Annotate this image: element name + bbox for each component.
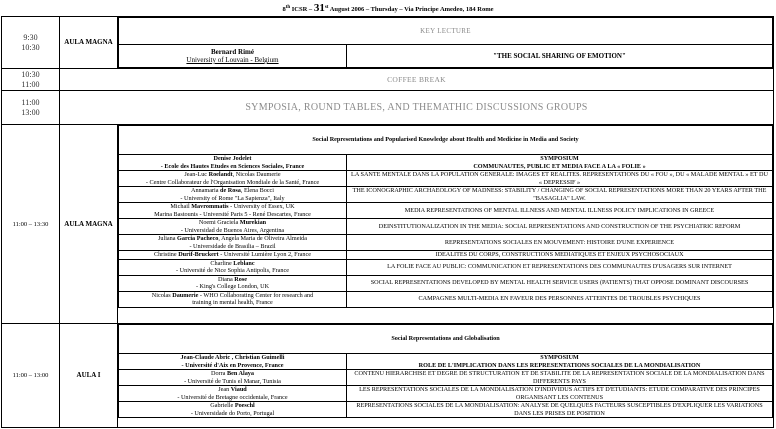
table-row [119,370,773,386]
presenter-cell: Jean Viaud - Université de Bretagne occidentale, France [119,386,347,402]
session-1-row [2,125,774,324]
presenter-cell: Nicolas Daumerie - WHO Collaborating Center for research and training in mental health, France [119,291,347,307]
symposium-cell: SYMPOSIUM ROLE DE L'IMPLICATION DANS LES REPRESENTATIONS SOCIALES DE LA MONDIALISATION [347,354,773,370]
symposium-cell: SYMPOSIUM COMMUNAUTES, PUBLIC ET MEDIA FACE A LA « FOLIE » [347,155,773,171]
table-row [119,187,773,203]
table-row [119,235,773,251]
table-row [119,171,773,187]
table-row [119,386,773,402]
time-cell: 11:00 13:00 [2,91,60,125]
presenter-cell: Jean-Luc Roelandt, Nicolas Daumerie - Centre Collaborateur de l'Organisation Mondiale de la Santé, France [119,171,347,187]
talk-title-cell: LA SANTE MENTALE DANS LA POPULATION GENERALE: IMAGES ET REALITES. REPRESENTATIONS DU « FOU », DU « MALADE MENTAL » ET DU « DEPRESSIF » [347,171,773,187]
chair-cell: Denise Jodelet - Ecole des Hautes Etudes en Sciences Sociales, France [119,155,347,171]
talk-title-cell: SOCIAL REPRESENTATIONS DEVELOPED BY MENTAL HEALTH SERVICE USERS (PATIENTS) THAT OPPOSE DOMINANT DISCOURSES [347,275,773,291]
table-row [119,291,773,307]
presenter-cell: Gabrielle Poeschl - Universidade do Porto, Portugal [119,402,347,418]
presenter-cell: Juliana Garcia Pacheco, Angela Maria de Oliveira Almeida - Universidade de Brasilia – Brazil [119,235,347,251]
talk-title-cell: MEDIA REPRESENTATIONS OF MENTAL ILLNESS AND MENTAL ILLNESS POLICY IMPLICATIONS IN GREECE [347,203,773,219]
room-cell: AULA MAGNA [60,125,118,324]
table-row [119,259,773,275]
session-title: Social Representations and Popularised Knowledge about Health and Medicine in Media and Society [119,126,773,155]
table-row [119,219,773,235]
talk-title-cell: THE ICONOGRAPHIC ARCHAEOLOGY OF MADNESS: STABILITY / CHANGING OF SOCIAL REPRESENTATIONS MORE THAN 20 YEARS AFTER THE "BASAGLIA" LAW. [347,187,773,203]
time-cell: 10:30 11:00 [2,69,60,91]
talk-title-cell: CONTENU HIERARCHISE ET DEGRE DE STRUCTURATION ET DE STABILITE DE LA REPRESENTATION SOCIALE DE LA MONDIALISATION DANS DIFFERENTS PAYS [347,370,773,386]
presenter-cell: Charline Leblanc - Université de Nice Sophia Antipolis, France [119,259,347,275]
time-cell: 11:00 – 13:00 [2,324,60,428]
key-lecture-table [118,17,773,68]
presenter-cell: Diana Rose - King's College London, UK [119,275,347,291]
talk-title-cell: CAMPAGNES MULTI-MEDIA EN FAVEUR DES PERSONNES ATTEINTES DE TROUBLES PSYCHIQUES [347,291,773,307]
key-lecture-speaker: Bernard Rimé University of Louvain - Belgium [119,45,347,68]
table-row [119,251,773,260]
presenter-cell: Michail Mavrommatis - University of Essex, UK Marina Bastounis - Université Paris 5 - René Descartes, France [119,203,347,219]
table-row [119,275,773,291]
table-row [119,402,773,418]
room-cell: AULA MAGNA [60,17,118,69]
key-lecture-row [2,17,774,69]
session-title: Social Representations and Globalisation [119,325,773,354]
symposia-row [2,91,774,125]
presenter-cell: Christine Durif-Bruckert - Université Lumière Lyon 2, France [119,251,347,260]
chair-cell: Jean-Claude Abric , Christian Guimelli - Université d'Aix en Provence, France [119,354,347,370]
presenter-cell: Dorra Ben Alaya - Université de Tunis el Manar, Tunisia [119,370,347,386]
table-row [119,203,773,219]
time-cell: 9:30 10:30 [2,17,60,69]
coffee-break-title: COFFEE BREAK [60,69,774,91]
schedule-table [1,16,774,428]
presenter-cell: Annamaria de Rosa, Elena Bocci - University of Rome "La Sapienza", Italy [119,187,347,203]
room-cell: AULA I [60,324,118,428]
session-2-row [2,324,774,428]
coffee-row [2,69,774,91]
session-1-table [118,125,773,308]
talk-title-cell: LES REPRESENTATIONS SOCIALES DE LA MONDIALISATION D'INDIVIDUS ACTIFS ET D'ETUDIANTS: ETUDE COMPARATIVE DES PRINCIPES ORGANISANT LES CONTENUS [347,386,773,402]
session-2-table [118,324,773,418]
key-lecture-title: KEY LECTURE [119,18,773,45]
talk-title-cell: REPRESENTATIONS SOCIALES DE LA MONDIALISATION: ANALYSE DE QUELQUES FACTEURS SUSCEPTIBLES D'EXPLIQUER LES VARIATIONS DANS LES PRISES DE POSITION [347,402,773,418]
time-cell: 11:00 – 13:30 [2,125,60,324]
presenter-cell: Noemi Graciela Murekian - Universidad de Buenos Aires, Argentina [119,219,347,235]
talk-title-cell: REPRESENTATIONS SOCIALES EN MOUVEMENT: HISTOIRE D'UNE EXPERIENCE [347,235,773,251]
talk-title-cell: DEINSTITUTIONALIZATION IN THE MEDIA: SOCIAL REPRESENTATIONS AND CONSTRUCTION OF THE PSYCHIATRIC REFORM [347,219,773,235]
talk-title-cell: IDEALITES DU CORPS, CONSTRUCTIONS MEDIATIQUES ET ENJEUX PSYCHOSOCIAUX [347,251,773,260]
symposia-title: SYMPOSIA, ROUND TABLES, AND THEMATHIC DISCUSSIONS GROUPS [60,91,774,125]
page-header: 8th ICSR – 31st August 2006 – Thursday – Via Principe Amedeo, 184 Rome [282,2,494,15]
key-lecture-talk: "THE SOCIAL SHARING OF EMOTION" [347,45,773,68]
talk-title-cell: LA FOLIE FACE AU PUBLIC: COMMUNICATION ET REPRESENTATIONS DES COMMUNAUTES D'USAGERS SUR INTERNET [347,259,773,275]
